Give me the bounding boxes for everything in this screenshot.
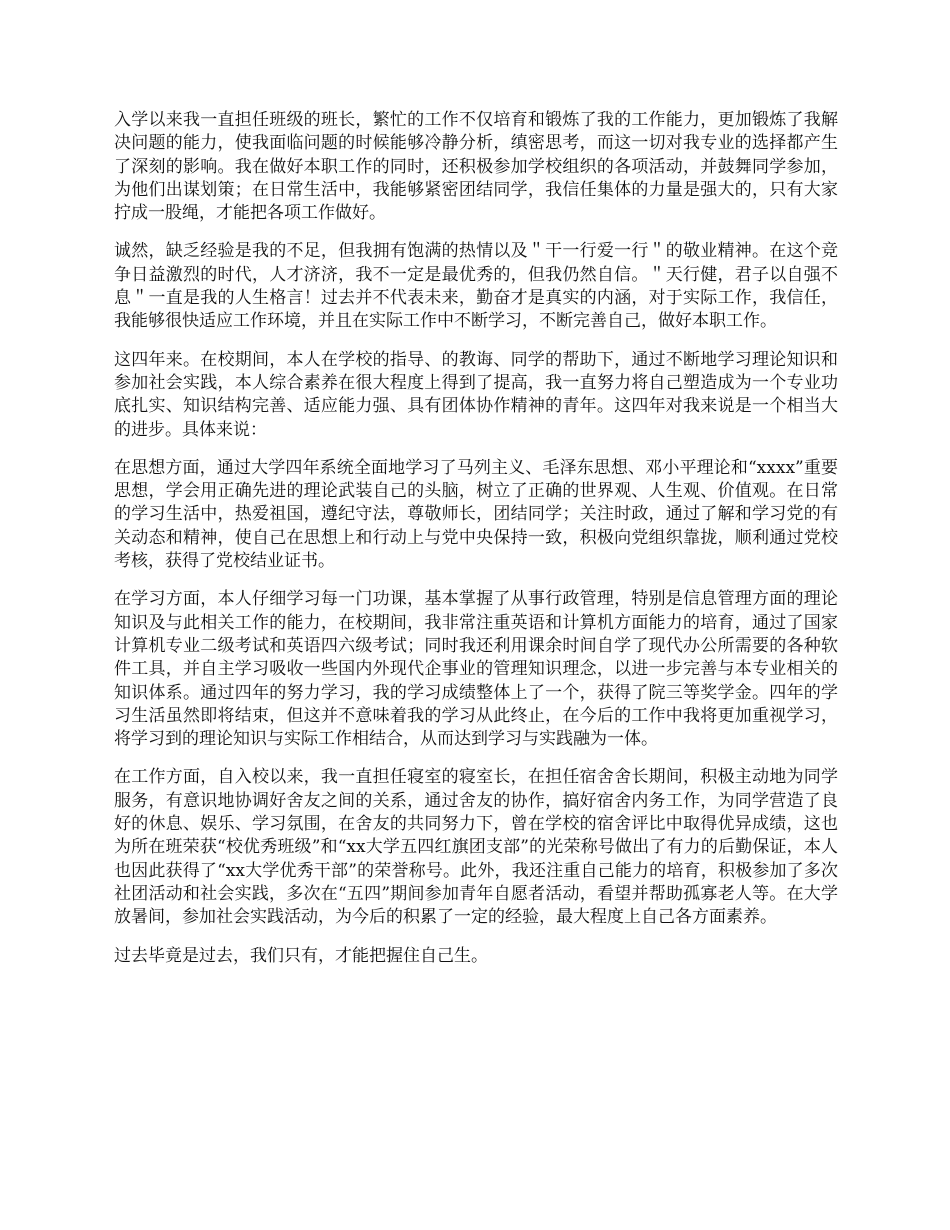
paragraph: 这四年来。在校期间，本人在学校的指导、的教诲、同学的帮助下，通过不断地学习理论知识和参加社会实践，本人综合素养在很大程度上得到了提高，我一直努力将自己塑造成为一个专业功底扎实、知识结构完善、适应能力强、具有团体协作精神的青年。这四年对我来说是一个相当大的进步。具体来说： bbox=[114, 349, 838, 440]
paragraph: 在学习方面，本人仔细学习每一门功课，基本掌握了从事行政管理，特别是信息管理方面的理论知识及与此相关工作的能力，在校期间，我非常注重英语和计算机方面能力的培育，通过了国家计算机专业二级考试和英语四六级考试；同时我还利用课余时间自学了现代办公所需要的各种软件工具，并自主学习吸收一些国内外现代企事业的管理知识理念，以进一步完善与本专业相关的知识体系。通过四年的努力学习，我的学习成绩整体上了一个，获得了院三等奖学金。四年的学习生活虽然即将结束，但这并不意味着我的学习从此终止，在今后的工作中我将更加重视学习，将学习到的理论知识与实际工作相结合，从而达到学习与实践融为一体。 bbox=[114, 589, 838, 750]
paragraph: 过去毕竟是过去，我们只有，才能把握住自己生。 bbox=[114, 945, 488, 966]
paragraph: 在思想方面，通过大学四年系统全面地学习了马列主义、毛泽东思想、邓小平理论和“xxxx”重要思想，学会用正确先进的理论武装自己的头脑，树立了正确的世界观、人生观、价值观。在日常的学习生活中，热爱祖国，遵纪守法，尊敬师长，团结同学；关注时政，通过了解和学习党的有关动态和精神，使自己在思想上和行动上与党中央保持一致，积极向党组织靠拢，顺利通过党校考核，获得了党校结业证书。 bbox=[114, 457, 838, 572]
paragraph: 在工作方面，自入校以来，我一直担任寝室的寝室长，在担任宿舍舍长期间，积极主动地为同学服务，有意识地协调好舍友之间的关系，通过舍友的协作，搞好宿舍内务工作，为同学营造了良好的休息、娱乐、学习氛围，在舍友的共同努力下，曾在学校的宿舍评比中取得优异成绩，这也为所在班荣获“校优秀班级”和“xx大学五四红旗团支部”的光荣称号做出了有力的后勤保证，本人也因此获得了“xx大学优秀干部”的荣誉称号。此外，我还注重自己能力的培育，积极参加了多次社团活动和社会实践，多次在“五四”期间参加青年自愿者活动，看望并帮助孤寡老人等。在大学放暑间，参加社会实践活动，为今后的积累了一定的经验，最大程度上自己各方面素养。 bbox=[114, 767, 838, 928]
paragraph: 诚然，缺乏经验是我的不足，但我拥有饱满的热情以及＂干一行爱一行＂的敬业精神。在这个竞争日益激烈的时代，人才济济，我不一定是最优秀的，但我仍然自信。＂天行健，君子以自强不息＂一直是我的人生格言！过去并不代表未来，勤奋才是真实的内涵，对于实际工作，我信任，我能够很快适应工作环境，并且在实际工作中不断学习，不断完善自己，做好本职工作。 bbox=[114, 241, 838, 332]
paragraph: 入学以来我一直担任班级的班长，繁忙的工作不仅培育和锻炼了我的工作能力，更加锻炼了我解决问题的能力，使我面临问题的时候能够冷静分析，缜密思考，而这一切对我专业的选择都产生了深刻的影响。我在做好本职工作的同时，还积极参加学校组织的各项活动，并鼓舞同学参加，为他们出谋划策；在日常生活中，我能够紧密团结同学，我信任集体的力量是强大的，只有大家拧成一股绳，才能把各项工作做好。 bbox=[114, 110, 838, 224]
